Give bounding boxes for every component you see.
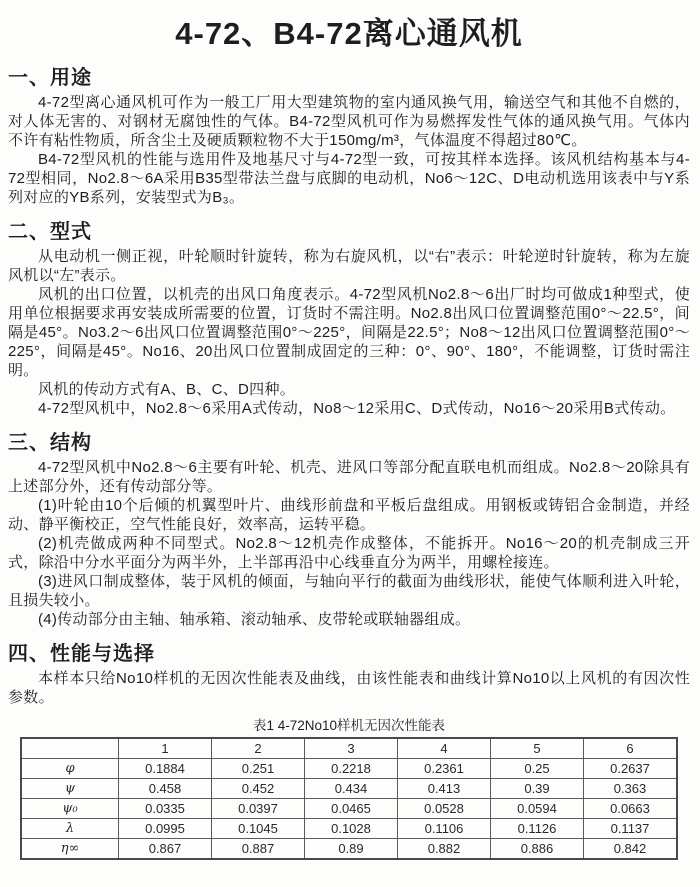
table-cell: 0.2218 — [305, 759, 398, 779]
table-cell: 0.39 — [491, 779, 584, 799]
table-cell: 0.1137 — [584, 819, 678, 839]
section-type — [8, 215, 690, 418]
table-cell: 0.0995 — [119, 819, 212, 839]
paragraph: 4-72型离心通风机可作为一般工厂用大型建筑物的室内通风换气用，输送空气和其他不自燃的，对人体无害的、对钢材无腐蚀性的气体。B4-72型风机可作为易燃挥发性气体的通风换气用。气体内不许有粘性物质，所含尘土及硬质颗粒物不大于150mg/m³，气体温度不得超过80℃。 — [8, 94, 690, 149]
table-cell: 0.1884 — [119, 759, 212, 779]
paragraph: B4-72型风机的性能与选用件及地基尺寸与4-72型一致，可按其样本选择。该风机结构基本与4-72型相同，No2.8～6A采用B35型带法兰盘与底脚的电动机，No6～12C、D电动机选用该表中与Y系列对应的YB系列，安装型式为B₃。 — [8, 151, 690, 206]
table-cell: 0.1106 — [398, 819, 491, 839]
row-symbol-psi0: ψ₀ — [21, 799, 119, 819]
section-heading-structure: 三、结构 — [8, 432, 92, 454]
paragraph: 从电动机一侧正视，叶轮顺时针旋转，称为右旋风机，以“右”表示：叶轮逆时针旋转，称为左旋风机以“左”表示。 — [8, 248, 690, 284]
paragraph: (2)机壳做成两种不同型式。No2.8～12机壳作成整体，不能拆开。No16～20的机壳制成三开式，除沿中分水平面分为两半外，上半部再沿中心线垂直分为两半，用螺栓接连。 — [8, 535, 690, 571]
table-cell: 0.434 — [305, 779, 398, 799]
table-header-cell: 4 — [398, 738, 491, 759]
table-cell: 0.0594 — [491, 799, 584, 819]
paragraph: (3)进风口制成整体，装于风机的倾面，与轴向平行的截面为曲线形状，能使气体顺利进入叶轮，且损失较小。 — [8, 573, 690, 609]
row-symbol-lambda: λ — [21, 819, 119, 839]
table-row — [21, 779, 677, 799]
section-performance — [8, 637, 690, 707]
section-usage — [8, 61, 690, 207]
table-header-cell: 2 — [212, 738, 305, 759]
table-row — [21, 799, 677, 819]
table-header-cell — [21, 738, 119, 759]
table-cell: 0.363 — [584, 779, 678, 799]
table-cell: 0.842 — [584, 839, 678, 860]
section-heading-usage: 一、用途 — [8, 67, 92, 89]
paragraph: 风机的传动方式有A、B、C、D四种。 — [38, 381, 296, 398]
table-cell: 0.0528 — [398, 799, 491, 819]
row-symbol-eta: η∞ — [21, 839, 119, 860]
table-cell: 0.1126 — [491, 819, 584, 839]
paragraph: 本样本只给No10样机的无因次性能表及曲线，由该性能表和曲线计算No10以上风机的有因次性参数。 — [8, 670, 690, 706]
table-row — [21, 759, 677, 779]
row-symbol-psi: ψ — [21, 779, 119, 799]
paragraph: (4)传动部分由主轴、轴承箱、滚动轴承、皮带轮或联轴器组成。 — [38, 611, 471, 628]
table-cell: 0.452 — [212, 779, 305, 799]
table-cell: 0.413 — [398, 779, 491, 799]
paragraph: 4-72型风机中，No2.8～6采用A式传动，No8～12采用C、D式传动，No16～20采用B式传动。 — [38, 400, 676, 417]
table-header-cell: 5 — [491, 738, 584, 759]
performance-table — [20, 737, 678, 860]
table-header-cell: 1 — [119, 738, 212, 759]
paragraph: 4-72型风机中No2.8～6主要有叶轮、机壳、进风口等部分配直联电机而组成。No2.8～20除具有上述部分外，还有传动部分等。 — [8, 459, 690, 495]
paragraph: 风机的出口位置，以机壳的出风口角度表示。4-72型风机No2.8～6出厂时均可做成1种型式，使用单位根据要求再安装成所需要的位置，订货时不需注明。No2.8出风口位置调整范围0°～22.5°，间隔是45°。No3.2～6出风口位置调整范围0°～225°，间隔是22.5°；No8～12出风口位置调整范围0°～225°，间隔是45°。No16、20出风口位置制成固定的三种：0°、90°、180°，不能调整，订货时需注明。 — [8, 286, 690, 379]
table-cell: 0.1028 — [305, 819, 398, 839]
table-cell: 0.458 — [119, 779, 212, 799]
table-row — [21, 819, 677, 839]
table-cell: 0.2361 — [398, 759, 491, 779]
table-cell: 0.886 — [491, 839, 584, 860]
section-heading-performance: 四、性能与选择 — [8, 643, 155, 665]
table-header-cell: 6 — [584, 738, 678, 759]
table-cell: 0.0663 — [584, 799, 678, 819]
table-cell: 0.2637 — [584, 759, 678, 779]
section-heading-type: 二、型式 — [8, 221, 92, 243]
paragraph: (1)叶轮由10个后倾的机翼型叶片、曲线形前盘和平板后盘组成。用钢板或铸铝合金制造，并经动、静平衡校正，空气性能良好，效率高，运转平稳。 — [8, 497, 690, 533]
table-header-row — [21, 738, 677, 759]
table-cell: 0.867 — [119, 839, 212, 860]
table-cell: 0.0397 — [212, 799, 305, 819]
section-structure — [8, 426, 690, 629]
page-title: 4-72、B4-72离心通风机 — [175, 16, 523, 51]
table-cell: 0.887 — [212, 839, 305, 860]
row-symbol-phi: φ — [21, 759, 119, 779]
table-cell: 0.251 — [212, 759, 305, 779]
table-caption: 表1 4-72No10样机无因次性能表 — [252, 718, 446, 733]
table-header-cell: 3 — [305, 738, 398, 759]
table-cell: 0.1045 — [212, 819, 305, 839]
table-cell: 0.25 — [491, 759, 584, 779]
table-cell: 0.89 — [305, 839, 398, 860]
table-row — [21, 839, 677, 860]
table-cell: 0.0465 — [305, 799, 398, 819]
table-cell: 0.882 — [398, 839, 491, 860]
table-cell: 0.0335 — [119, 799, 212, 819]
